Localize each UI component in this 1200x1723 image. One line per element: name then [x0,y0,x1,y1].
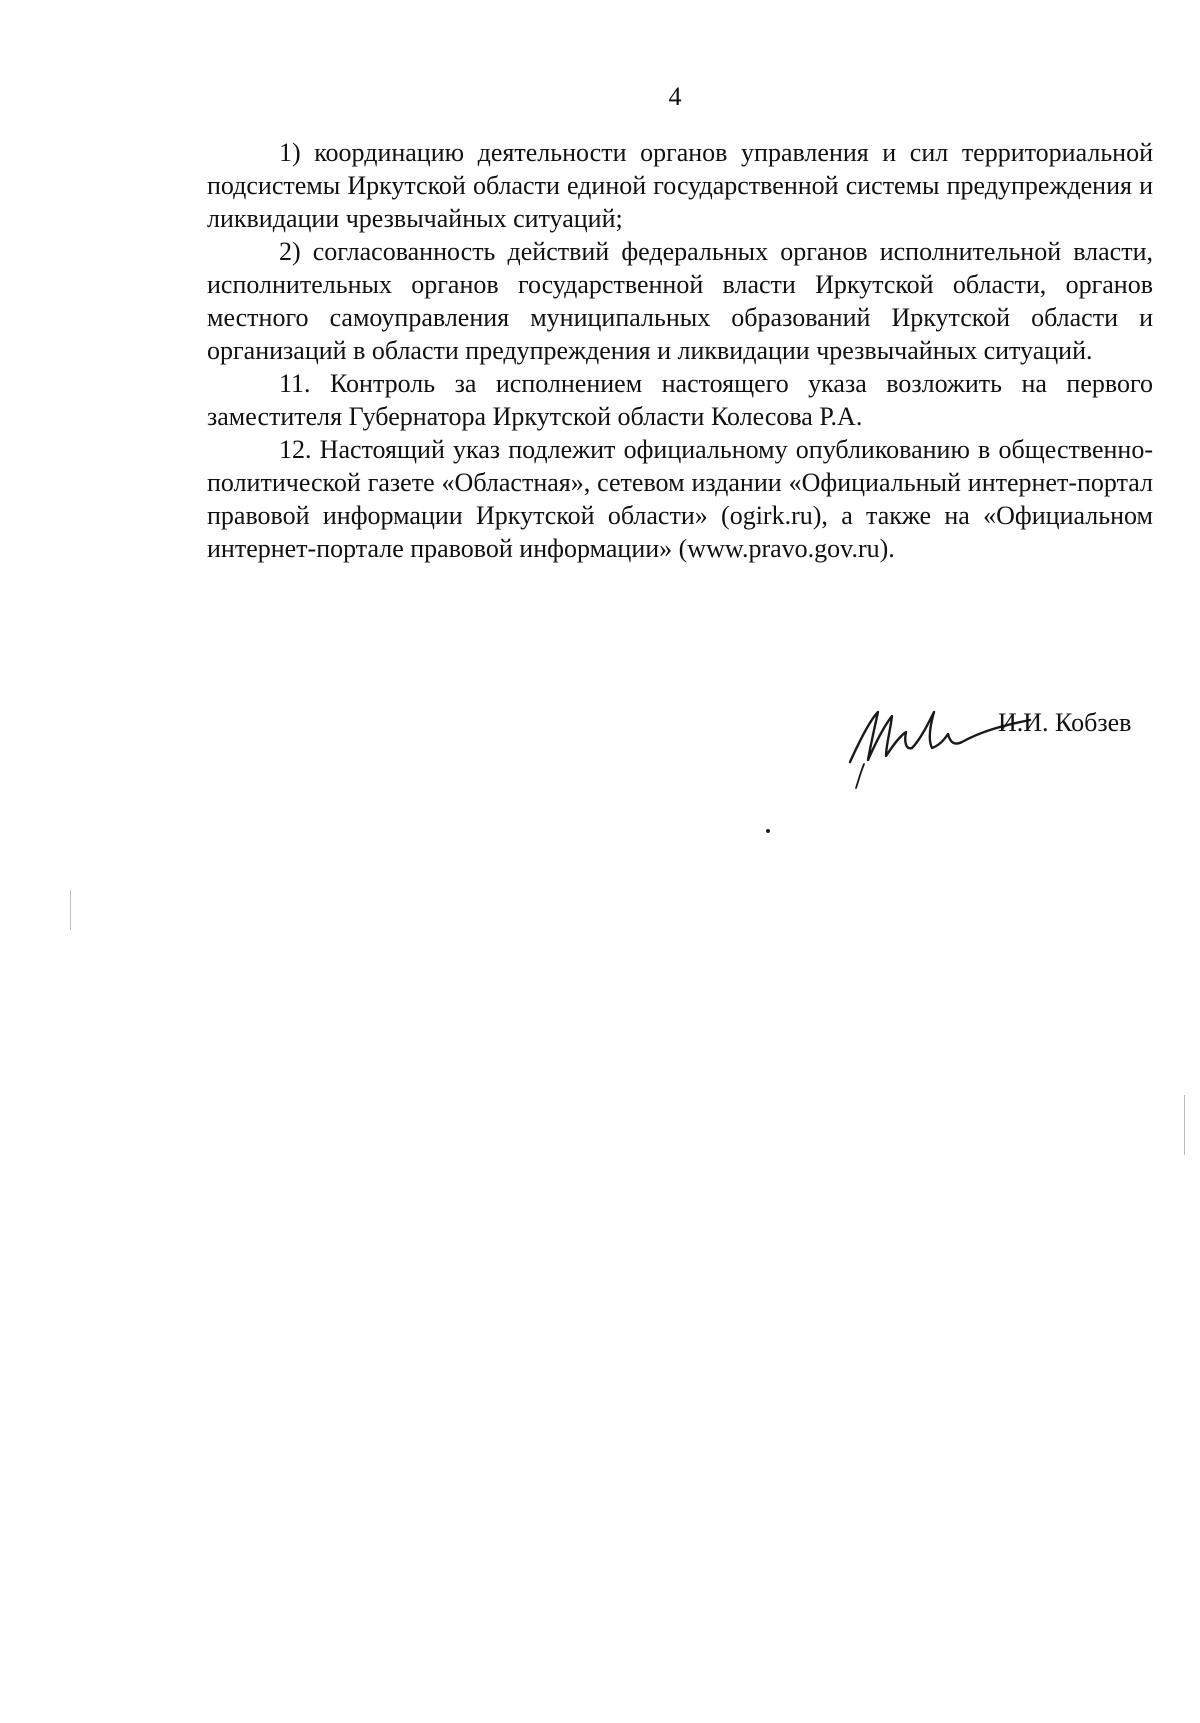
paragraph-item-1: 1) координацию деятельности органов управления и сил территориальной подсистемы Иркутской области единой государственной системы предупреждения и ликвидации чрезвычайных ситуаций; [207,138,1153,233]
scan-artifact-left [70,890,71,930]
handwritten-signature-icon [840,690,1040,790]
paragraph-clause-11: 11. Контроль за исполнением настоящего указа возложить на первого заместителя Губернатора Иркутской области Колесова Р.А. [207,369,1153,431]
document-body [207,136,1153,565]
paragraph-item-2: 2) согласованность действий федеральных органов исполнительной власти, исполнительных органов государственной власти Иркутской области, органов местного самоуправления муниципальных образований Иркутской области и организаций в области предупреждения и ликвидации чрезвычайных ситуаций. [207,237,1153,365]
signer-name: И.И. Кобзев [998,708,1132,737]
scan-artifact-right [1184,1095,1185,1155]
signature-block [840,690,1170,790]
paragraph-clause-12: 12. Настоящий указ подлежит официальному опубликованию в общественно-политической газете «Областная», сетевом издании «Официальный интернет-портал правовой информации Иркутской области» (ogirk.ru), а также на «Официальном интернет-портале правовой информации» (www.pravo.gov.ru). [207,435,1153,563]
stray-mark [766,829,770,833]
page-number: 4 [668,82,682,111]
